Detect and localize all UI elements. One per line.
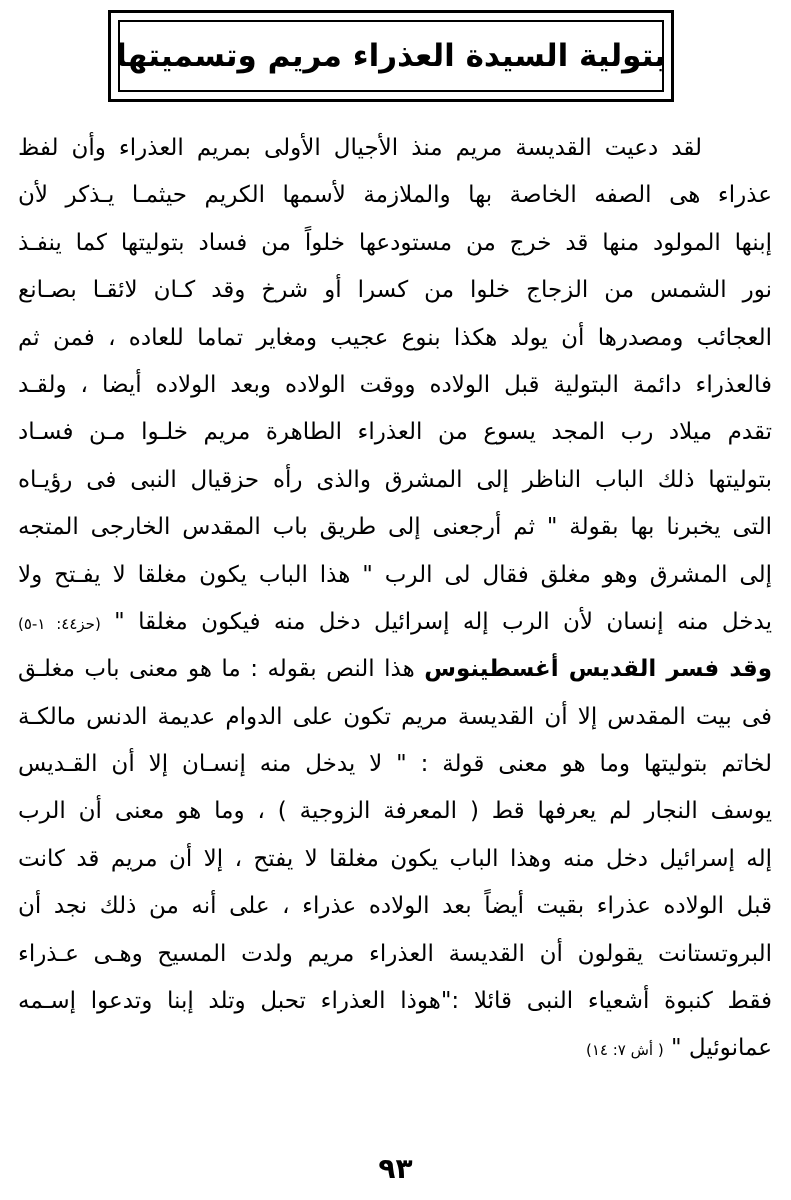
text-line-1: لقد دعيت القديسة مريم منذ الأجيال الأولى بمريم العذراء وأن لفظ — [18, 135, 702, 161]
text-line-6: فالعذراء دائمة البتولية قبل الولاده ووقت الولاده وبعد الولاده أيضا ، ولقـد — [18, 371, 772, 398]
text-line-9: التى يخبرنا بها بقولة " ثم أرجعنى إلى طريق باب المقدس الخارجى المتجه — [18, 514, 772, 541]
page-number: ٩٣ — [378, 1152, 413, 1185]
text-line-3: إبنها المولود منها قد خرج من مستودعها خلواً من فساد بتوليتها كما ينفـذ — [18, 229, 772, 256]
text-line-5: العجائب ومصدرها أن يولد هكذا بنوع عجيب ومغاير تماما للعاده ، فمن ثم — [18, 324, 772, 351]
title-box — [108, 10, 674, 102]
page-title: بتولية السيدة العذراء مريم وتسميتها — [116, 38, 666, 74]
text-line-20-body: عمانوئيل " — [671, 1035, 772, 1062]
text-line-14: لخاتم بتوليتها وما هو معنى قولة : " لا يدخل منه إنسـان إلا أن القـديس — [18, 751, 772, 778]
text-line-20 — [18, 1025, 772, 1072]
text-line-4: نور الشمس من الزجاج خلوا من كسرا أو شرخ وقد كـان لائقـا بصـانع — [18, 277, 772, 304]
text-line-19: فقط كنبوة أشعياء النبى قائلا :"هوذا العذراء تحبل وتلد إبنا وتدعوا إسـمه — [18, 988, 772, 1015]
bold-phrase: وقد فسر القديس أغسطينوس — [424, 656, 772, 683]
text-line-13: فى بيت المقدس إلا أن القديسة مريم تكون على الدوام عديمة الدنس مالكـة — [18, 703, 772, 730]
text-line-17: قبل الولاده عذراء بقيت أيضاً بعد الولاده عذراء ، على أنه من ذلك نجد أن — [18, 893, 772, 920]
text-line-12-body: هذا النص بقوله : ما هو معنى باب مغلـق — [18, 656, 415, 683]
scripture-reference: ( أش ٧: ١٤) — [585, 1041, 664, 1060]
text-line-10: إلى المشرق وهو مغلق فقال لى الرب " هذا الباب يكون مغلقا لا يفـتح ولا — [18, 561, 772, 588]
text-line-7: تقدم ميلاد رب المجد يسوع من العذراء الطاهرة مريم خلـوا مـن فسـاد — [18, 419, 772, 446]
text-line-2: عذراء هى الصفه الخاصة بها والملازمة لأسمها الكريم حيثمـا يـذكر لأن — [18, 182, 772, 209]
text-line-11 — [18, 599, 772, 646]
text-line-8: بتوليتها ذلك الباب الناظر إلى المشرق والذى رأه حزقيال النبى فى رؤيـاه — [18, 466, 772, 493]
title-inner-border — [118, 20, 664, 92]
text-line-18: البروتستانت يقولون أن القديسة العذراء مريم ولدت المسيح وهـى عـذراء — [18, 940, 772, 967]
body-text — [18, 125, 772, 1073]
text-line-15: يوسف النجار لم يعرفها قط ( المعرفة الزوجية ) ، وما هو معنى أن الرب — [18, 798, 772, 825]
text-line-11-body: يدخل منه إنسان لأن الرب إله إسرائيل دخل منه فيكون مغلقا " — [114, 608, 772, 635]
scripture-reference: (حز٤٤: ١-٥) — [18, 614, 101, 633]
text-line-12 — [18, 646, 772, 693]
text-line-16: إله إسرائيل دخل منه وهذا الباب يكون مغلقا لا يفتح ، إلا أن مريم قد كانت — [18, 845, 772, 872]
